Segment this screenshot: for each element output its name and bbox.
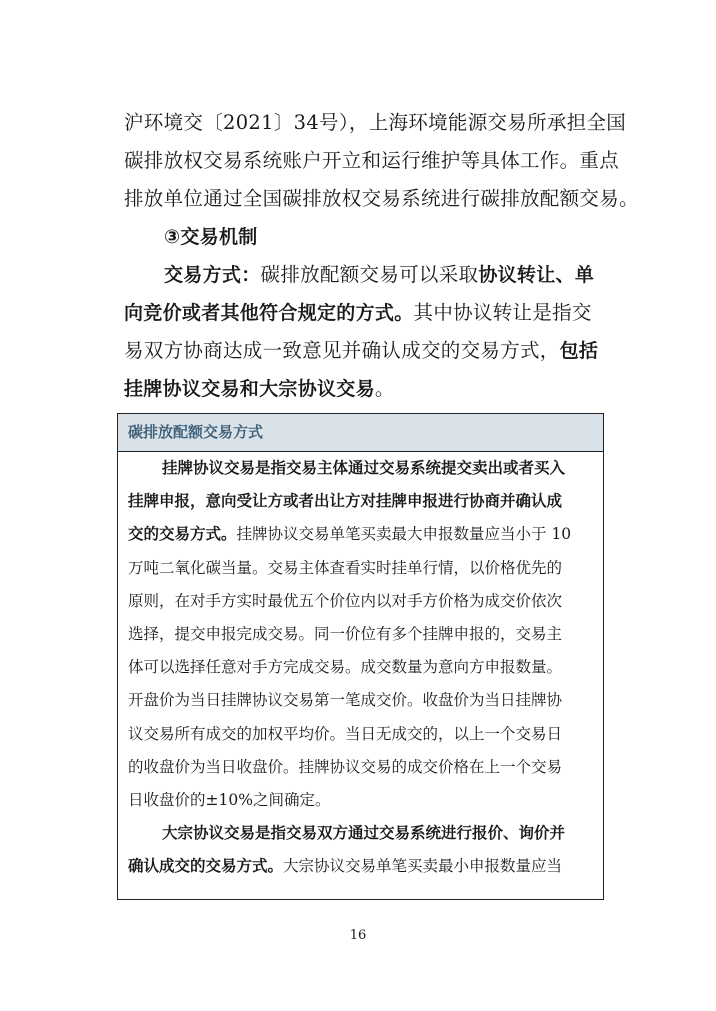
text-line: 日收盘价的±10%之间确定。 [128,790,331,809]
text-line: 万吨二氧化碳当量。交易主体查看实时挂单行情，以价格优先的 [128,558,563,577]
text-line: 开盘价为当日挂牌协议交易第一笔成交价。收盘价为当日挂牌协 [128,691,563,710]
info-box-body [118,452,603,883]
text-line: 大宗协议交易是指交易双方通过交易系统进行报价、询价并 [162,824,566,843]
text-line [128,518,593,551]
text-line: 沪环境交〔2021〕34号），上海环境能源交易所承担全国 [124,111,627,134]
bold-term: 交的交易方式。 [128,525,237,544]
body-text [124,104,639,408]
text-line: 挂牌协议交易是指交易主体通过交易系统提交卖出或者买入 [162,459,566,477]
text-span: 碳排放配额交易可以采取 [260,263,479,286]
text-line: 议交易所有成交的加权平均价。当日无成交的，以上一个交易日 [128,724,563,743]
info-box-title: 碳排放配额交易方式 [118,414,603,452]
page-number: 16 [349,928,367,943]
text-line: 体可以选择任意对手方完成交易。成交数量为意向方申报数量。 [128,658,563,677]
text-span: 挂牌协议交易单笔买卖最大申报数量应当小于 10 [236,525,572,544]
bold-term: 确认成交的交易方式。 [128,857,284,876]
info-box [117,413,604,900]
section-heading: ③交易机制 [164,226,258,248]
text-line [124,332,600,370]
text-line: 的收盘价为当日收盘价。挂牌协议交易的成交价格在上一个交易 [128,757,563,776]
text-line: 排放单位通过全国碳排放权交易系统进行碳排放配额交易。 [124,187,639,210]
bold-term: 交易方式： [164,264,261,286]
text-span: 易双方协商达成一致意见并确认成交的交易方式， [124,339,560,362]
bold-term: 协议转让、单 [478,264,595,286]
text-span: 。 [374,377,395,400]
text-line [128,850,593,883]
text-line: 原则，在对手方实时最优五个价位内以对手方价格为成交价依次 [128,591,563,610]
bold-term: 包括 [559,340,599,362]
text-span: 大宗协议交易单笔买卖最小申报数量应当 [283,857,563,876]
text-span: 其中协议转让是指交 [413,301,592,324]
bold-term: 挂牌协议交易和大宗协议交易 [124,378,375,400]
bold-term: 向竞价或者其他符合规定的方式。 [124,302,414,324]
text-line [124,256,600,294]
text-line [124,294,600,332]
text-line: 选择，提交申报完成交易。同一价位有多个挂牌申报的，交易主 [128,624,563,643]
text-line [124,370,600,408]
text-line: 碳排放权交易系统账户开立和运行维护等具体工作。重点 [124,149,620,172]
text-line: 挂牌申报，意向受让方或者出让方对挂牌申报进行协商并确认成 [128,492,563,511]
